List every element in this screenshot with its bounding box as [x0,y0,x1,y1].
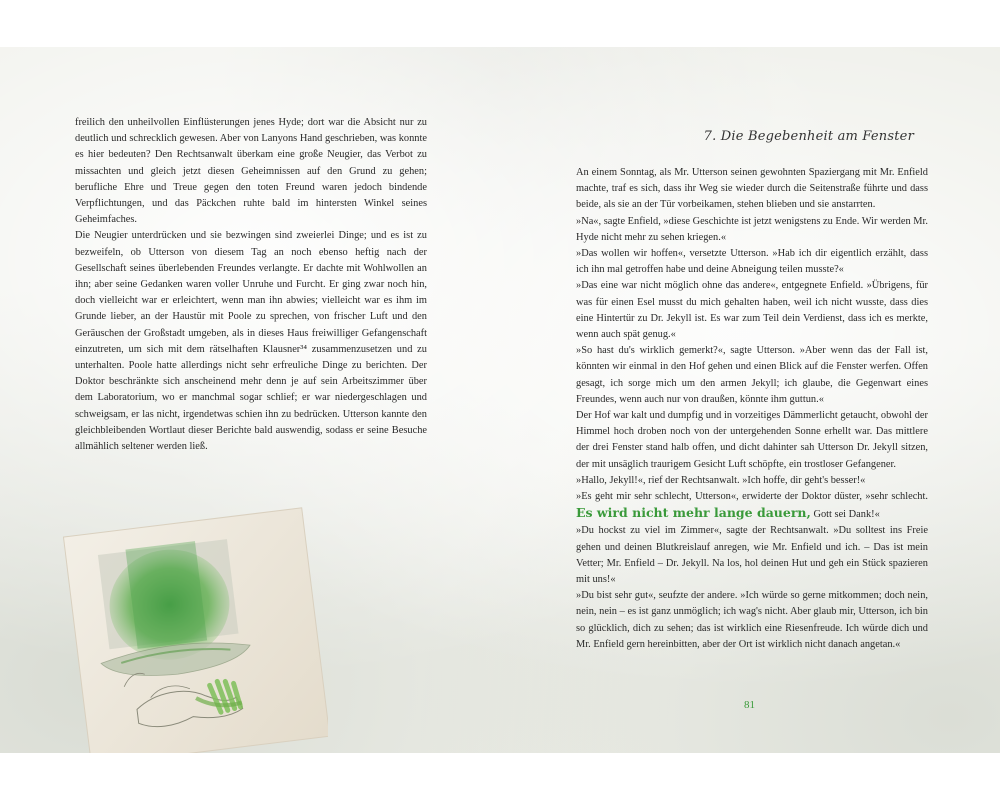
paragraph-8-text-after: Gott sei Dank!« [810,509,880,521]
book-spread [0,47,1000,753]
right-paragraph-6: Der Hof war kalt und dumpfig und in vorzeitiges Dämmerlicht getaucht, obwohl der Himmel hoch droben noch von der untergehenden Sonne erhellt war. Das mittlere der drei Fenster stand halb offen, und dicht dahinter sah Utterson Dr. Jekyll sitzen, der mit unsäglich traurigem Gesicht Luft schöpfte, ein trostloser Gefangener. [576,410,928,470]
left-paragraph-2: Die Neugier unterdrücken und sie bezwingen sind zweierlei Dinge; und es ist zu bezweifeln, ob Utterson von diesem Tag an noch ebenso heftig nach der Gesellschaft seines überlebenden Freundes verlangte. Er dachte mit Wohlwollen an ihn; aber seine Gedanken waren voller Unruhe und Furcht. Er ging zwar noch hin, doch vielleicht war er erleichtert, wenn man ihn abwies; vielleicht war es ihm im Grunde lieber, an der Haustür mit Poole zu sprechen, von frischer Luft und den Geräuschen der Großstadt umgeben, als in dieses Haus freiwilliger Gefangenschaft einzutreten, um sich mit dem rätselhaften Klausner³⁴ zusammenzusetzen und zu unterhalten. Poole hatte allerdings nicht sehr erfreuliche Dinge zu berichten. Der Doktor beschränkte sich anscheinend mehr denn je auf sein Arbeitszimmer über dem Laboratorium, wo er manchmal sogar schlief; er war niedergeschlagen und schweigsam, er las nicht, irgendetwas schien ihn zu bedrücken. Utterson kannte den gleichbleibenden Wortlaut dieser Berichte bald auswendig, sodass er seine Besuche allmählich seltener werden ließ. [75,230,427,453]
right-page-text [576,165,928,653]
page-number: 81 [744,699,755,711]
chapter-title: 7. Die Begebenheit am Fenster [703,129,914,144]
right-paragraph-4: »Das eine war nicht möglich ohne das andere«, entgegnete Enfield. »Übrigens, für was für einen Esel musst du mich gehalten haben, weil ich nicht wusste, dass dies eine Hintertür zu Dr. Jekyll ist. Es war zum Teil dein Verdienst, dass ich es merkte, wenn auch spät genug.« [576,280,928,341]
right-paragraph-5: »So hast du's wirklich gemerkt?«, sagte Utterson. »Aber wenn das der Fall ist, könnten wir einmal in den Hof gehen und einen Blick auf die Fenster werfen. Offen gesagt, ich sorge mich um den armen Jekyll; ich glaube, die Gegenwart eines Freundes, wenn auch nur von draußen, könnte ihm guttun.« [576,345,928,405]
right-paragraph-10: »Du bist sehr gut«, seufzte der andere. »Ich würde so gerne mitkommen; doch nein, nein, nein – es ist ganz unmöglich; ich wag's nicht. Aber glaub mir, Utterson, ich bin so glücklich, dich zu sehen; das ist wirklich eine Riesenfreude. Ich würde dich und Mr. Enfield gern hereinbitten, aber der Ort ist wirklich nicht danach angetan.« [576,590,928,650]
right-paragraph-9: »Du hockst zu viel im Zimmer«, sagte der Rechtsanwalt. »Du solltest ins Freie gehen und deinen Blutkreislauf anregen, wie Mr. Enfield und ich. – Das ist mein Vetter; Mr. Enfield – Dr. Jekyll. Na los, hol deinen Hut und geh ein Stück spazieren mit uns!« [576,525,928,586]
right-page [500,47,1000,753]
left-page-text [75,115,427,455]
left-page [0,47,500,753]
right-paragraph-7: »Hallo, Jekyll!«, rief der Rechtsanwalt. »Ich hoffe, dir geht's besser!« [576,474,866,486]
top-hat-and-gloves-illustration [58,502,328,753]
left-paragraph-1: freilich den unheilvollen Einflüsterungen jenes Hyde; dort war die Absicht nur zu deutlich und schrecklich gewesen. Aber von Lanyons Hand geschrieben, was konnte es hier bedeuten? Den Rechtsanwalt überkam eine große Neugier, das Verbot zu missachten und gleich jetzt diesen Geheimnissen auf den Grund zu gehen; berufliche Ehre und Treue gegen den toten Freund waren jedoch bindende Verpflichtungen, und das Päckchen ruhte bald im hintersten Winkel seines Geheimfaches. [75,117,427,226]
right-paragraph-2: »Na«, sagte Enfield, »diese Geschichte ist jetzt wenigstens zu Ende. Wir werden Mr. Hyde nicht mehr zu sehen kriegen.« [576,215,928,243]
right-paragraph-1: An einem Sonntag, als Mr. Utterson seinen gewohnten Spaziergang mit Mr. Enfield machte, traf es sich, dass ihr Weg sie wieder durch die Seitenstraße führte und dass beide, als sie an der Tür vorbeikamen, stehen blieben und sie anstarrten. [576,167,928,211]
highlighted-quote: Es wird nicht mehr lange dauern, [576,505,811,521]
right-paragraph-8 [576,489,928,523]
right-paragraph-3: »Das wollen wir hoffen«, versetzte Utterson. »Hab ich dir eigentlich erzählt, dass ich ihn mal getroffen habe und deine Abneigung teilen musste?« [576,248,928,276]
paragraph-8-text-before: »Es geht mir sehr schlecht, Utterson«, erwiderte der Doktor düster, »sehr schlecht. [576,491,928,503]
